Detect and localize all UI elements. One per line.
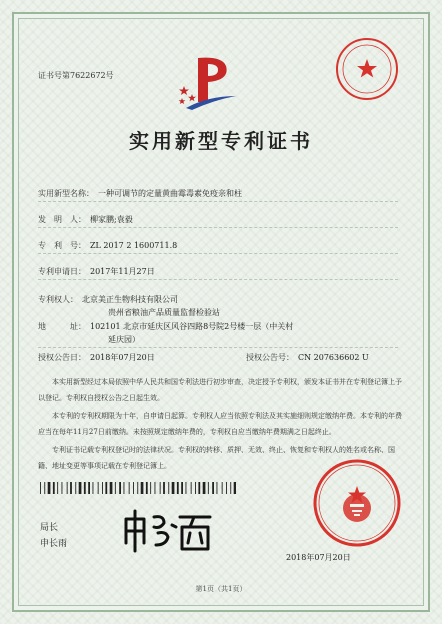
grant-number: CN 207636602 U	[298, 353, 369, 362]
director-signature-icon	[120, 505, 216, 555]
divider	[38, 227, 398, 228]
patentee-1: 北京美正生物科技有限公司	[82, 295, 178, 304]
official-seal-icon	[312, 458, 402, 548]
divider	[38, 253, 398, 254]
utility-model-name-label: 实用新型名称：	[38, 189, 94, 198]
barcode-icon	[40, 482, 236, 494]
address-2: 延庆园）	[108, 335, 140, 344]
patentee-row	[38, 294, 178, 305]
divider	[38, 279, 398, 280]
address-1: 102101 北京市延庆区风谷四路8号院2号楼一层（中关村	[90, 322, 294, 331]
patentee-row-2	[104, 307, 220, 318]
agency-stamp-icon	[334, 36, 400, 102]
body-paragraph-3: 专利证书记载专利权登记时的法律状况。专利权的转移、质押、无效、终止、恢复和专利权人的姓名或名称、国籍、地址变更等事项记载在专利登记簿上。	[38, 446, 395, 470]
certificate-number: 证书号第7622672号	[38, 71, 114, 80]
address-row-2	[104, 334, 140, 345]
divider	[38, 347, 398, 348]
patent-number-row	[38, 240, 177, 251]
grant-date-row	[38, 352, 155, 363]
filing-date: 2017年11月27日	[90, 267, 155, 276]
filing-date-row	[38, 266, 155, 277]
address-label: 地 址：	[38, 322, 86, 331]
patent-number-label: 专 利 号：	[38, 241, 86, 250]
certificate-title: 实用新型专利证书	[129, 129, 313, 153]
inventor: 柳家鹏;袁毅	[90, 215, 133, 224]
address-row	[38, 321, 293, 332]
inventor-label: 发 明 人：	[38, 215, 86, 224]
page-number: 第1页（共1页）	[195, 585, 247, 593]
divider	[38, 201, 398, 202]
grant-number-label: 授权公告号：	[246, 353, 294, 362]
director-title: 局长	[40, 523, 59, 533]
grant-date-label: 授权公告日：	[38, 353, 86, 362]
body-paragraph-2: 本专利的专利权期限为十年，自申请日起算。专利权人应当依照专利法及其实施细则规定缴纳年费。本专利的年费应当在每年11月27日前缴纳。未按照规定缴纳年费的，专利权自应当缴纳年费期满之日起终止。	[38, 412, 402, 436]
director-name: 申长雨	[40, 539, 68, 549]
utility-model-name: 一种可调节的定量黄曲霉毒素免疫亲和柱	[98, 189, 242, 198]
grant-date: 2018年07月20日	[90, 353, 155, 362]
grant-number-row	[246, 352, 369, 363]
patentee-2: 贵州省粮油产品质量监督检验站	[108, 308, 220, 317]
sipo-logo-icon	[178, 50, 244, 116]
patent-number: ZL 2017 2 1600711.8	[90, 241, 178, 250]
filing-date-label: 专利申请日：	[38, 267, 86, 276]
seal-date: 2018年07月20日	[286, 553, 351, 562]
inventor-row	[38, 214, 133, 225]
patentee-label: 专利权人：	[38, 295, 78, 304]
body-paragraph-1: 本实用新型经过本局依照中华人民共和国专利法进行初步审查，决定授予专利权，颁发本证书并在专利登记簿上予以登记。专利权自授权公告之日起生效。	[38, 378, 402, 402]
utility-model-name-row	[38, 188, 242, 199]
